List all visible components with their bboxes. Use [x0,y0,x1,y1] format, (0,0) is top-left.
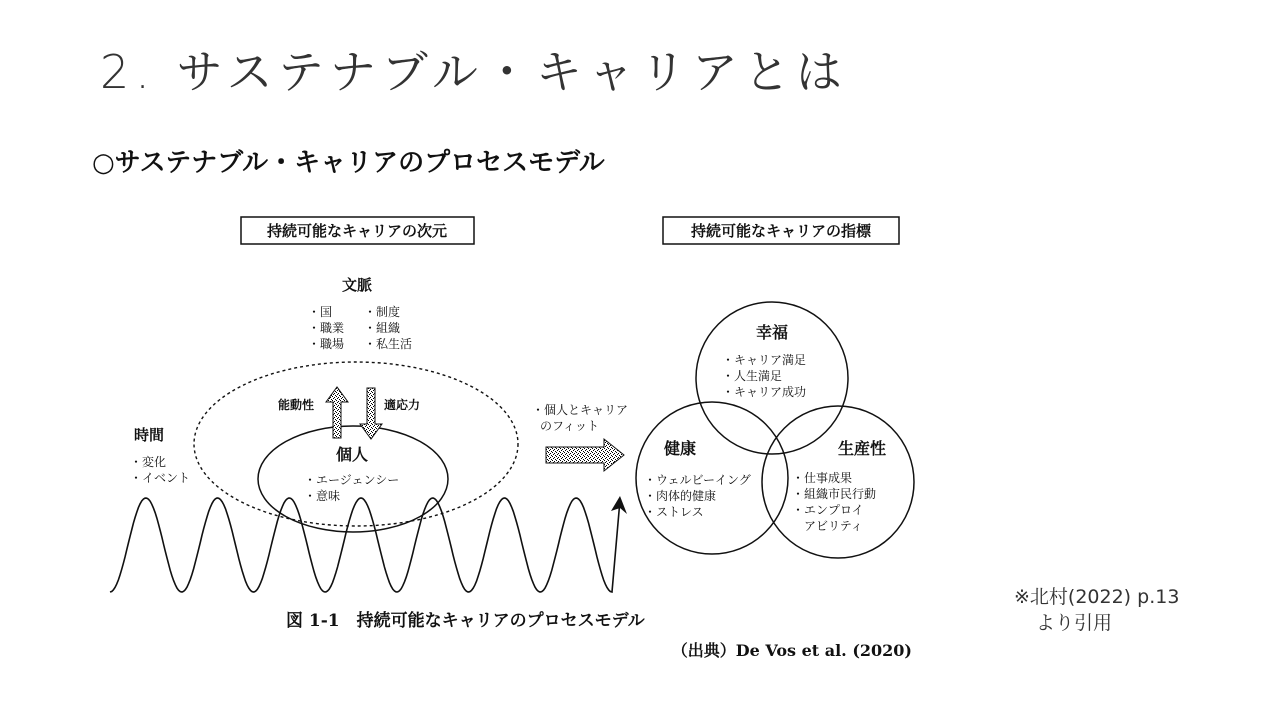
context-item: ・私生活 [364,337,413,351]
fit-label: のフィット [540,419,600,433]
figure-caption: 図 1-1 持続可能なキャリアのプロセスモデル [286,611,645,631]
fit-arrow [546,439,624,471]
time-item: ・変化 [130,455,167,469]
adaptability-label: 適応力 [384,398,421,412]
context-item: ・職場 [308,337,345,351]
health-item: ・ウェルビーイング [644,473,751,487]
time-wave [110,498,620,592]
context-item: ・制度 [364,305,401,319]
proactivity-label: 能動性 [278,398,315,412]
health-item: ・ストレス [644,505,704,519]
context-item: ・組織 [364,321,401,335]
individual-item: ・エージェンシー [304,473,400,487]
time-label: 時間 [134,426,165,444]
happiness-item: ・キャリア満足 [722,353,807,367]
time-item: ・イベント [130,471,191,485]
indicators-box-label: 持続可能なキャリアの指標 [690,222,872,240]
productivity-label: 生産性 [837,439,887,458]
productivity-item: ・組織市民行動 [792,487,877,501]
happiness-item: ・キャリア成功 [722,385,807,399]
happiness-label: 幸福 [755,323,789,342]
citation-line-2: より引用 [1036,612,1113,634]
fit-label: ・個人とキャリア [532,403,629,417]
individual-label: 個人 [335,445,369,464]
adaptability-down-arrow [360,388,382,439]
citation-line-1: ※北村(2022) p.13 [1014,586,1180,608]
health-label: 健康 [663,439,697,458]
productivity-item: アビリティ [804,519,863,533]
health-item: ・肉体的健康 [644,489,717,503]
context-item: ・国 [308,305,333,319]
happiness-item: ・人生満足 [722,369,783,383]
dimensions-box-label: 持続可能なキャリアの次元 [266,222,448,240]
productivity-item: ・仕事成果 [792,471,853,485]
slide-title: 2. サステナブル・キャリアとは [100,45,848,99]
context-item: ・職業 [308,321,345,335]
citation [1014,584,1179,636]
context-label: 文脈 [341,276,373,294]
section-heading: ○サステナブル・キャリアのプロセスモデル [92,148,605,178]
figure-source: （出典）De Vos et al. (2020) [671,641,912,660]
productivity-item: ・エンプロイ [792,503,864,517]
individual-item: ・意味 [304,489,341,503]
proactivity-up-arrow [326,387,348,438]
